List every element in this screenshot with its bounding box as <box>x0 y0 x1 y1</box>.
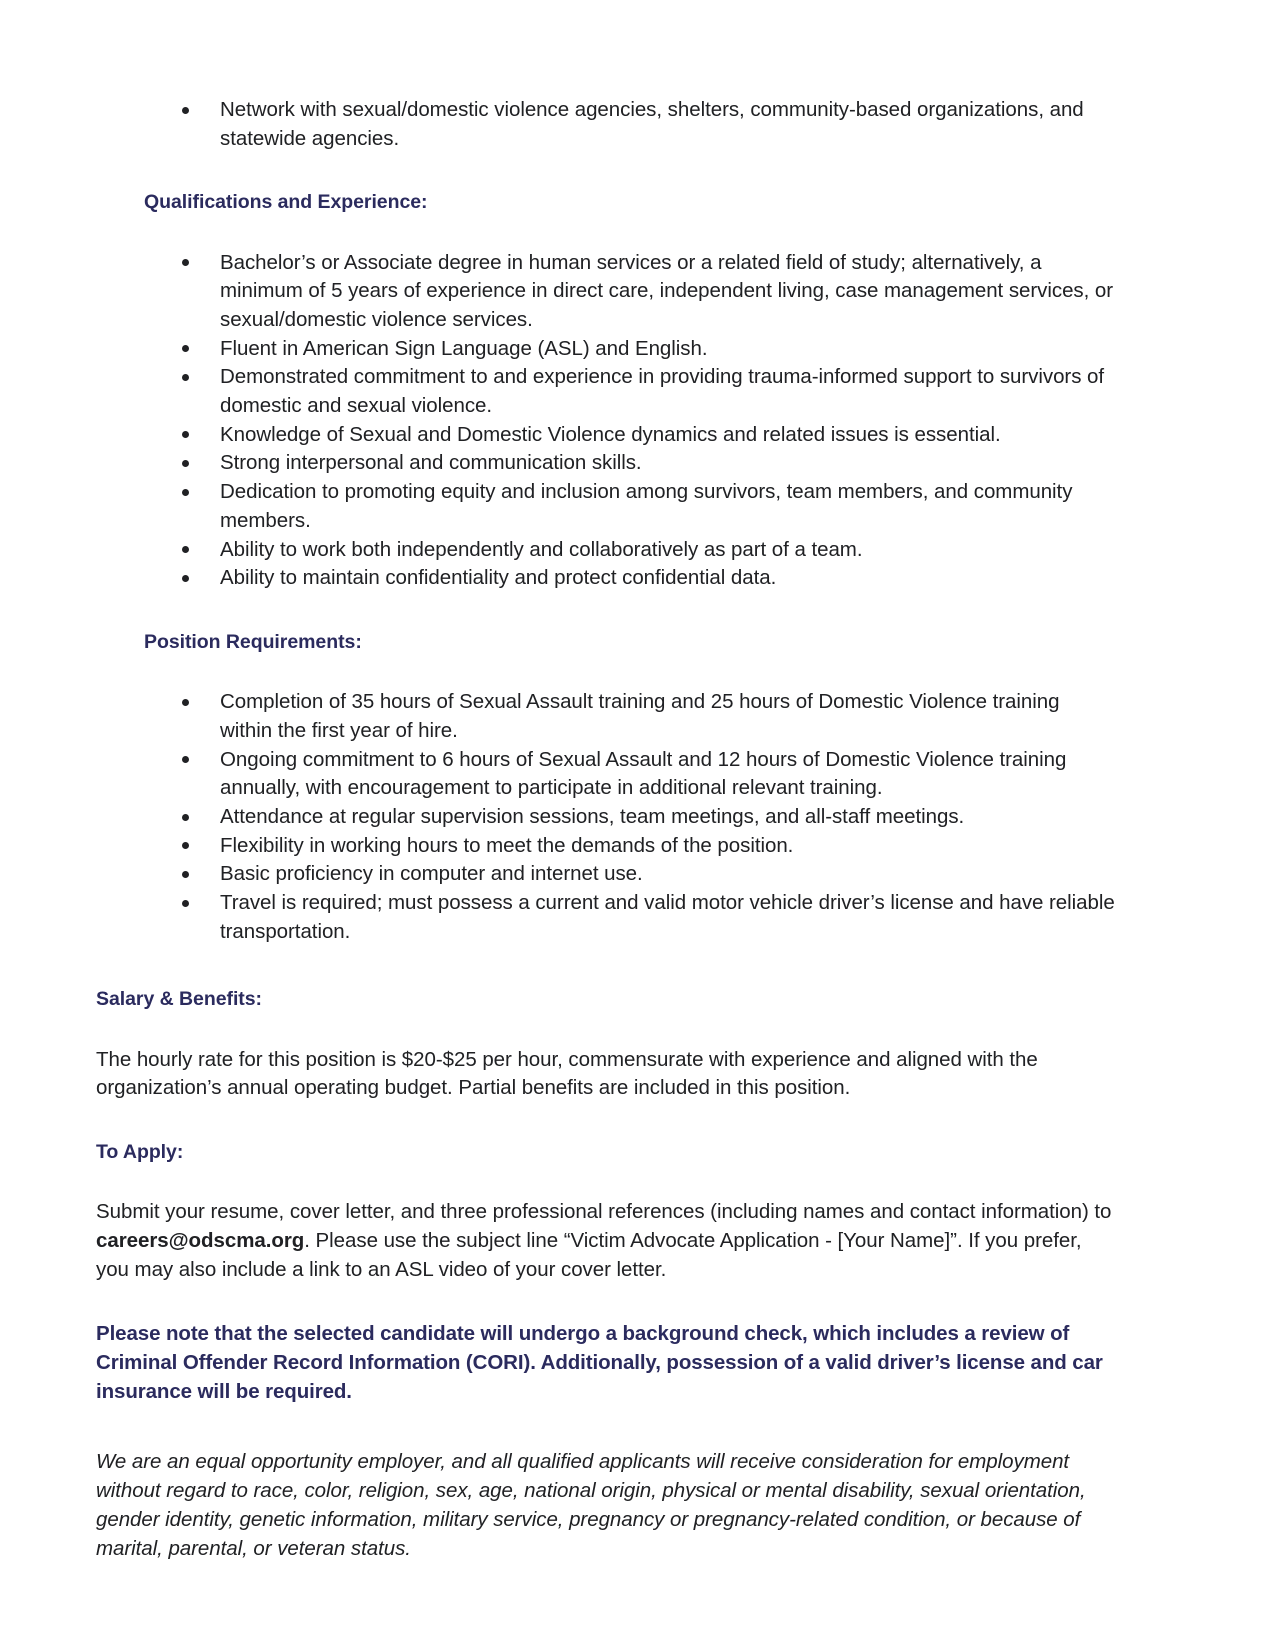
list-item-text: Completion of 35 hours of Sexual Assault training and 25 hours of Domestic Violence training within the first year of hire. <box>220 690 1060 742</box>
list-item <box>96 478 1116 535</box>
spacer <box>96 656 1116 688</box>
section-heading-salary-benefits: Salary & Benefits: <box>96 988 262 1011</box>
list-item-text: Ongoing commitment to 6 hours of Sexual Assault and 12 hours of Domestic Violence training annually, with encouragement to participate in additional relevant training. <box>220 747 1067 800</box>
list-item <box>96 249 1116 335</box>
salary-paragraph: The hourly rate for this position is $20-$25 per hour, commensurate with experience and aligned with the organization’s annual operating budget. Partial benefits are included in this position. <box>96 1047 1038 1100</box>
list-item <box>96 889 1116 946</box>
list-item-text: Flexibility in working hours to meet the demands of the position. <box>220 833 794 857</box>
list-item-text: Demonstrated commitment to and experience in providing trauma-informed support to survivors of domestic and sexual violence. <box>220 365 1105 418</box>
section-heading-qualifications: Qualifications and Experience: <box>144 191 428 214</box>
list-item-text: Attendance at regular supervision sessions, team meetings, and all-staff meetings. <box>220 804 965 828</box>
list-item-text: Knowledge of Sexual and Domestic Violence dynamics and related issues is essential. <box>220 422 1001 446</box>
list-item <box>96 688 1116 745</box>
to-apply-paragraph <box>96 1198 1116 1284</box>
list-item <box>96 363 1116 420</box>
intro-bullet-list <box>96 96 1116 153</box>
list-item <box>96 746 1116 803</box>
spacer <box>96 1103 1116 1139</box>
list-item-text: Fluent in American Sign Language (ASL) and English. <box>220 336 708 360</box>
list-item <box>96 803 1116 832</box>
section-heading-position-requirements: Position Requirements: <box>144 630 362 653</box>
qualifications-bullet-list <box>96 249 1116 593</box>
spacer <box>96 1166 1116 1198</box>
spacer <box>96 1284 1116 1320</box>
list-item-text: Ability to work both independently and collaboratively as part of a team. <box>220 537 863 561</box>
list-item-text: Dedication to promoting equity and inclusion among survivors, team members, and community members. <box>220 480 1073 532</box>
list-item-text: Strong interpersonal and communication skills. <box>220 451 642 475</box>
list-item-text: Ability to maintain confidentiality and protect confidential data. <box>220 566 777 590</box>
document-body <box>96 96 1116 1563</box>
to-apply-text-after-email: . Please use the subject line “Victim Advocate Application - [Your Name]”. If you prefer, you may also include a link to an ASL video of your cover letter. <box>96 1229 1082 1281</box>
position-requirements-bullet-list <box>96 688 1116 946</box>
list-item <box>96 96 1116 153</box>
background-check-notice: Please note that the selected candidate will undergo a background check, which includes a review of Criminal Offender Record Information (CORI). Additionally, possession of a valid driver’s license and car insurance will be required. <box>96 1322 1103 1403</box>
equal-opportunity-statement: We are an equal opportunity employer, and all qualified applicants will receive consideration for employment without regard to race, color, religion, sex, age, national origin, physical or mental disability, sexual orientation, gender identity, genetic information, military service, pregnancy or pregnancy-related condition, or because of marital, parental, or veteran status. <box>96 1449 1086 1560</box>
spacer <box>96 1014 1116 1046</box>
list-item <box>96 832 1116 861</box>
list-item <box>96 564 1116 593</box>
list-item <box>96 860 1116 889</box>
list-item-text: Bachelor’s or Associate degree in human services or a related field of study; alternatively, a minimum of 5 years of experience in direct care, independent living, case management services, or sexual/domestic violence services. <box>220 250 1114 332</box>
list-item <box>96 449 1116 478</box>
spacer <box>96 593 1116 629</box>
spacer <box>96 946 1116 986</box>
to-apply-text-before-email: Submit your resume, cover letter, and three professional references (including names and contact information) to <box>96 1200 1112 1224</box>
spacer <box>96 1407 1116 1447</box>
list-item-text: Basic proficiency in computer and internet use. <box>220 862 643 886</box>
application-email: careers@odscma.org <box>96 1229 305 1253</box>
list-item <box>96 421 1116 450</box>
spacer <box>96 153 1116 189</box>
section-heading-to-apply: To Apply: <box>96 1141 184 1164</box>
spacer <box>96 217 1116 249</box>
list-item <box>96 536 1116 565</box>
list-item <box>96 335 1116 364</box>
list-item-text: Network with sexual/domestic violence agencies, shelters, community-based organizations, and statewide agencies. <box>220 98 1084 150</box>
list-item-text: Travel is required; must possess a current and valid motor vehicle driver’s license and have reliable transportation. <box>220 891 1115 943</box>
